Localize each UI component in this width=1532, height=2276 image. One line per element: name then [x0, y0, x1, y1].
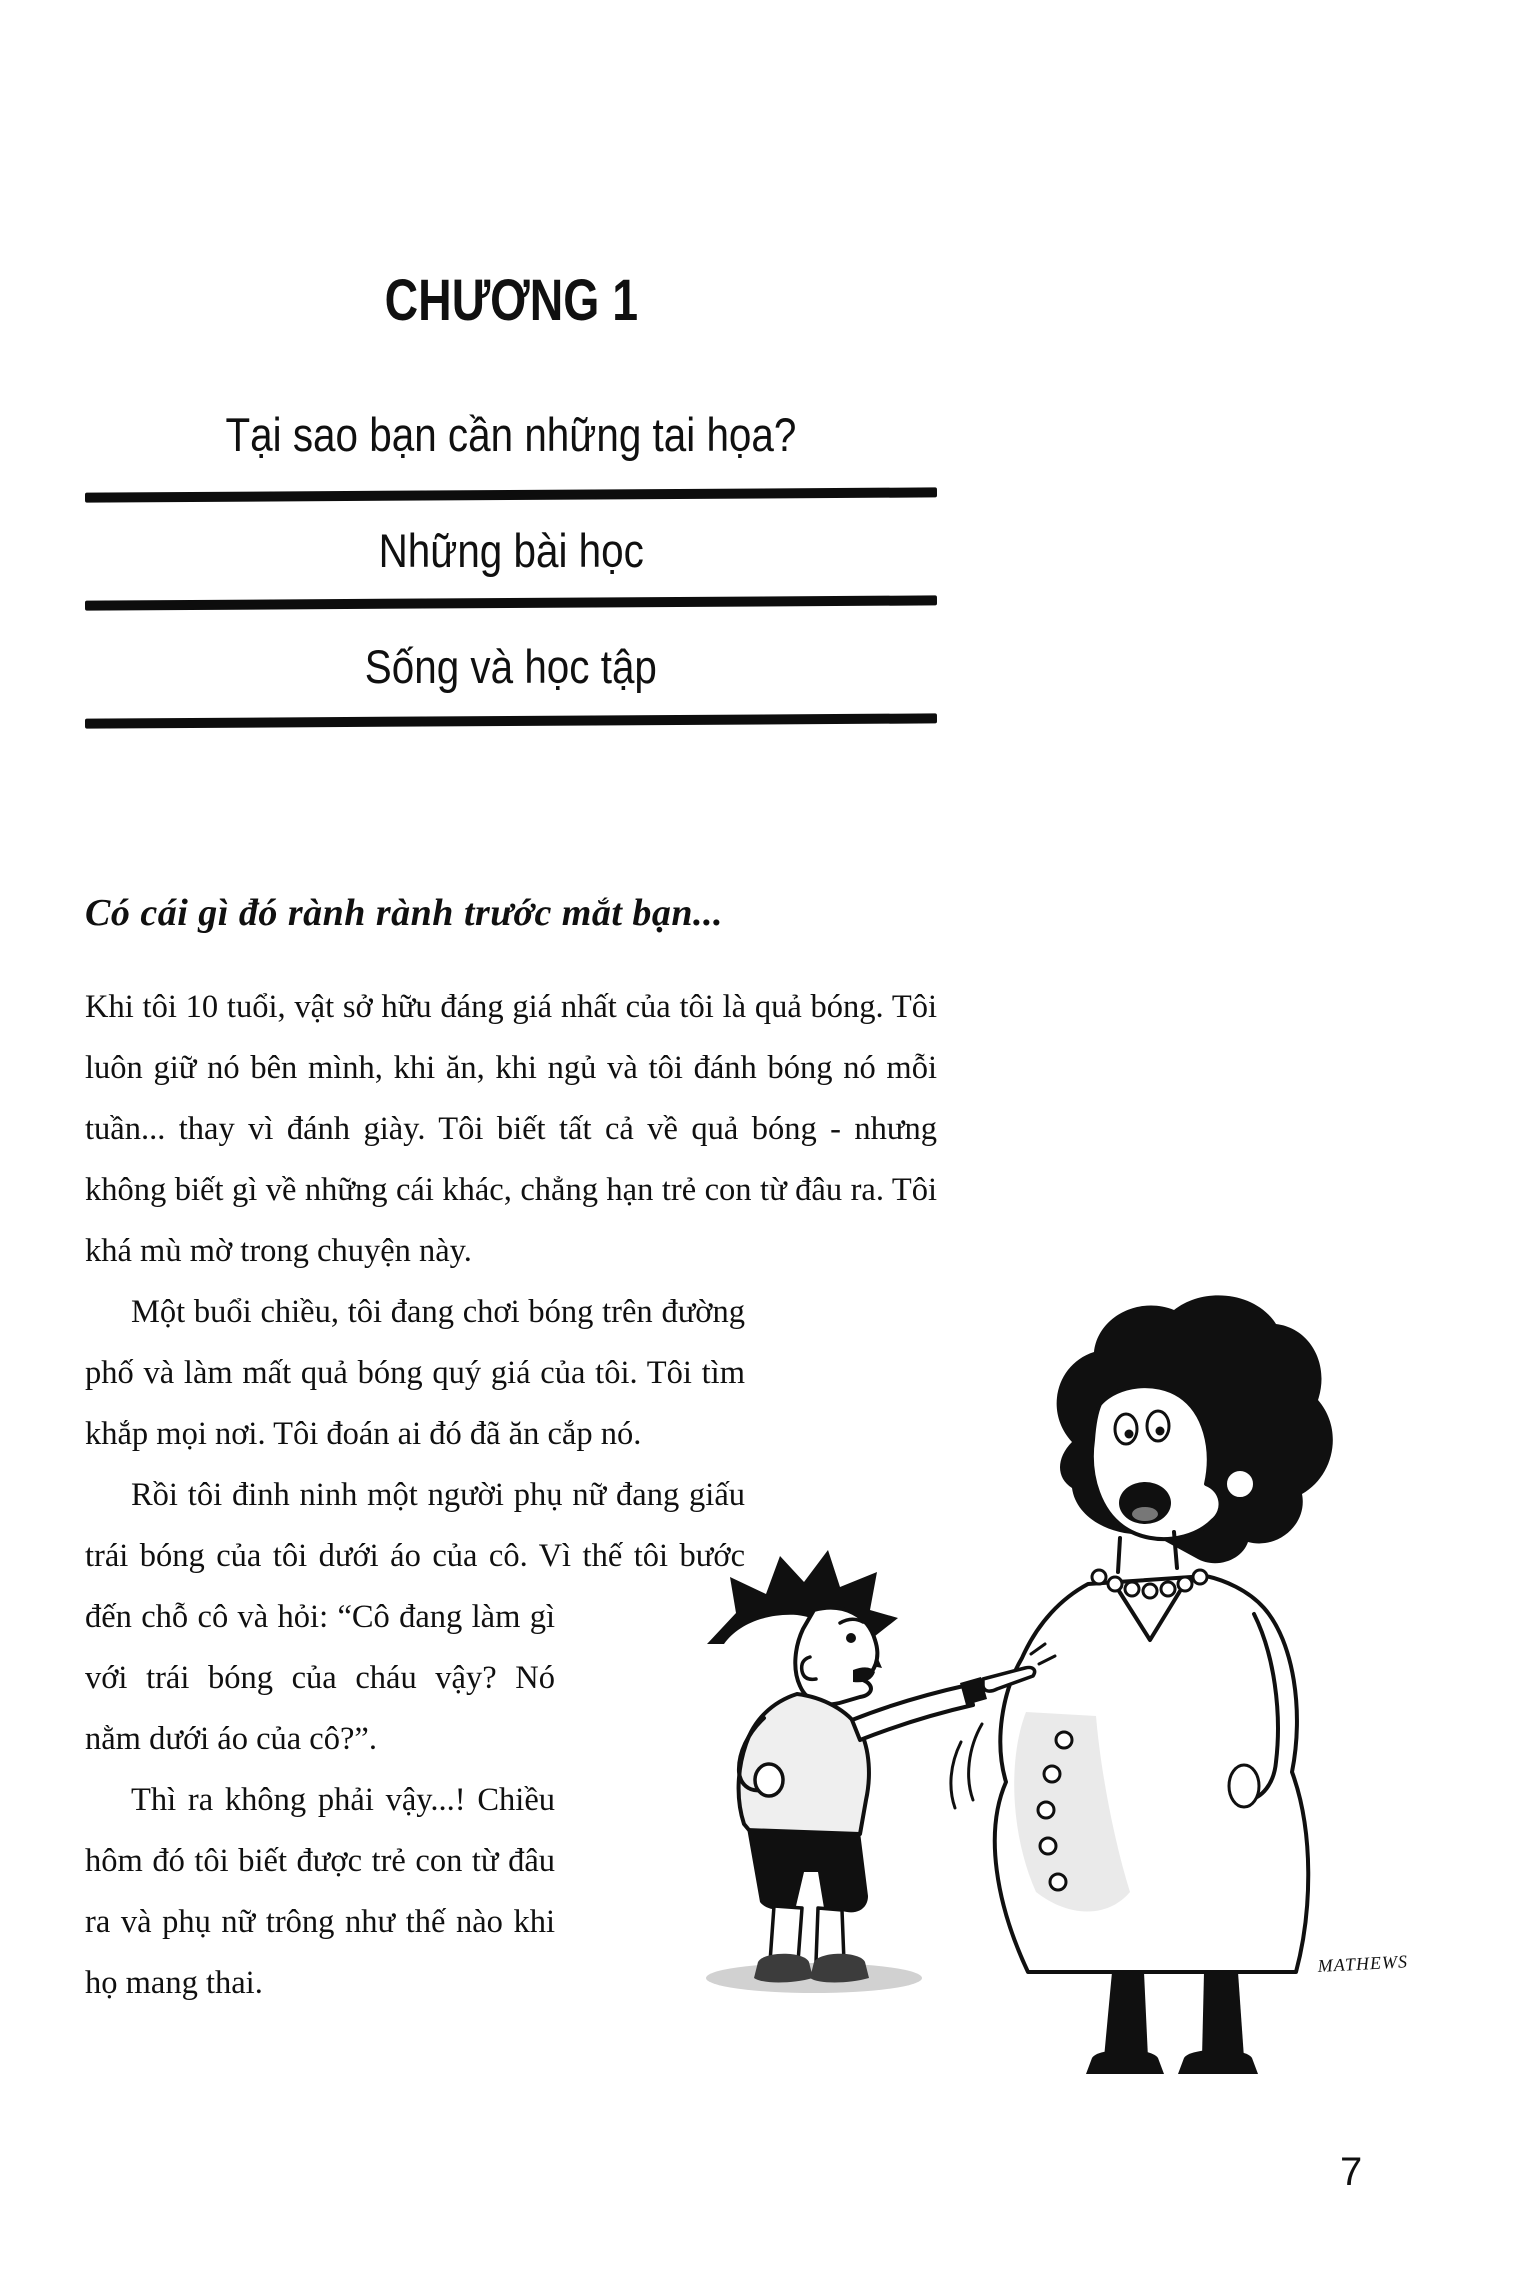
subtitle-line-2 [85, 522, 937, 580]
cartoon-illustration [552, 1272, 1452, 2082]
paragraph-3: Rồi tôi đinh ninh một người phụ nữ đang giấu trái bóng của tôi dưới áo của cô. Vì thế tôi bước đến chỗ cô và hỏi: “Cô đang làm gì với trái bóng của cháu vậy? Nó nằm dưới áo của cô?”. [85, 1477, 745, 1757]
section-heading: Có cái gì đó rành rành trước mắt bạn... [85, 892, 724, 934]
paragraph-1: Khi tôi 10 tuổi, vật sở hữu đáng giá nhất của tôi là quả bóng. Tôi luôn giữ nó bên mình, khi ăn, khi ngủ và tôi đánh bóng nó mỗi tuần... thay vì đánh giày. Tôi biết tất cả về quả bóng - nhưng không biết gì về những cái khác, chẳng hạn trẻ con từ đâu ra. Tôi khá mù mờ trong chuyện này. [85, 989, 937, 1269]
artist-signature: MATHEWS [1317, 1951, 1409, 1976]
chapter-title-text: CHƯƠNG 1 [384, 268, 638, 333]
subtitle-line-1 [85, 406, 937, 464]
subtitle-2-text: Những bài học [378, 524, 644, 577]
chapter-title [85, 268, 937, 334]
divider-rule [85, 595, 937, 610]
subtitle-line-3 [85, 638, 937, 696]
divider-rule [85, 487, 937, 502]
subtitle-3-text: Sống và học tập [364, 640, 658, 693]
subtitle-1-text: Tại sao bạn cần những tai họa? [225, 408, 797, 461]
divider-rule [85, 713, 937, 728]
page-number: 7 [1340, 2150, 1363, 2194]
paragraph-2: Một buổi chiều, tôi đang chơi bóng trên đường phố và làm mất quả bóng quý giá của tôi. Tôi tìm khắp mọi nơi. Tôi đoán ai đó đã ăn cắp nó. [85, 1294, 745, 1452]
paragraph-4: Thì ra không phải vậy...! Chiều hôm đó tôi biết được trẻ con từ đâu ra và phụ nữ trông như thế nào khi họ mang thai. [85, 1782, 555, 2001]
